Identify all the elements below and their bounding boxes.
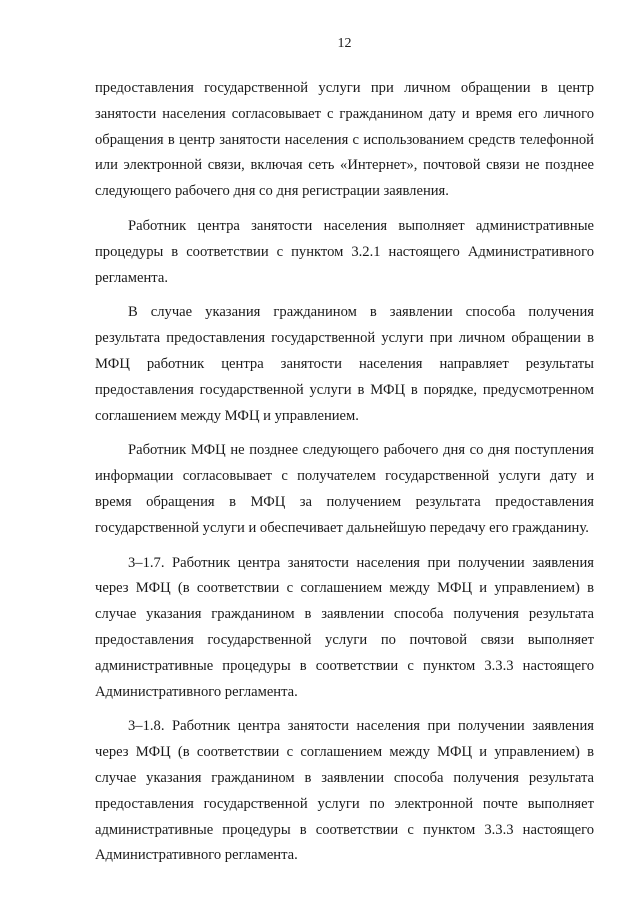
paragraph: предоставления государственной услуги при личном обращении в центр занятости населения согласовывает с гражданином дату и время его личного обращения в центр занятости населения с использованием средств телефонной или электронной связи, включая сеть «Интернет», почтовой связи не позднее следующего рабочего дня со дня регистрации заявления. <box>95 80 594 200</box>
paragraph: Работник центра занятости населения выполняет административные процедуры в соответствии с пунктом 3.2.1 настоящего Административного регламента. <box>95 217 594 286</box>
paragraph: 3–1.8. Работник центра занятости населения при получении заявления через МФЦ (в соответствии с соглашением между МФЦ и управлением) в случае указания гражданином в заявлении способа получения результата предоставления государственной услуги по электронной почте выполняет административные процедуры в соответствии с пунктом 3.3.3 настоящего Административного регламента. <box>95 718 594 864</box>
paragraph: Работник МФЦ не позднее следующего рабочего дня со дня поступления информации согласовывает с получателем государственной услуги дату и время обращения в МФЦ за получением результата предоставления государственной услуги и обеспечивает дальнейшую передачу его гражданину. <box>95 442 594 536</box>
paragraph: 3–1.7. Работник центра занятости населения при получении заявления через МФЦ (в соответствии с соглашением между МФЦ и управлением) в случае указания гражданином в заявлении способа получения результата предоставления государственной услуги по почтовой связи выполняет административные процедуры в соответствии с пунктом 3.3.3 настоящего Административного регламента. <box>95 554 594 700</box>
paragraph: В случае указания гражданином в заявлении способа получения результата предоставления государственной услуги при личном обращении в МФЦ работник центра занятости населения направляет результаты предоставления государственной услуги в МФЦ в порядке, предусмотренном соглашением между МФЦ и управлением. <box>95 304 594 424</box>
page-number: 12 <box>337 36 352 51</box>
